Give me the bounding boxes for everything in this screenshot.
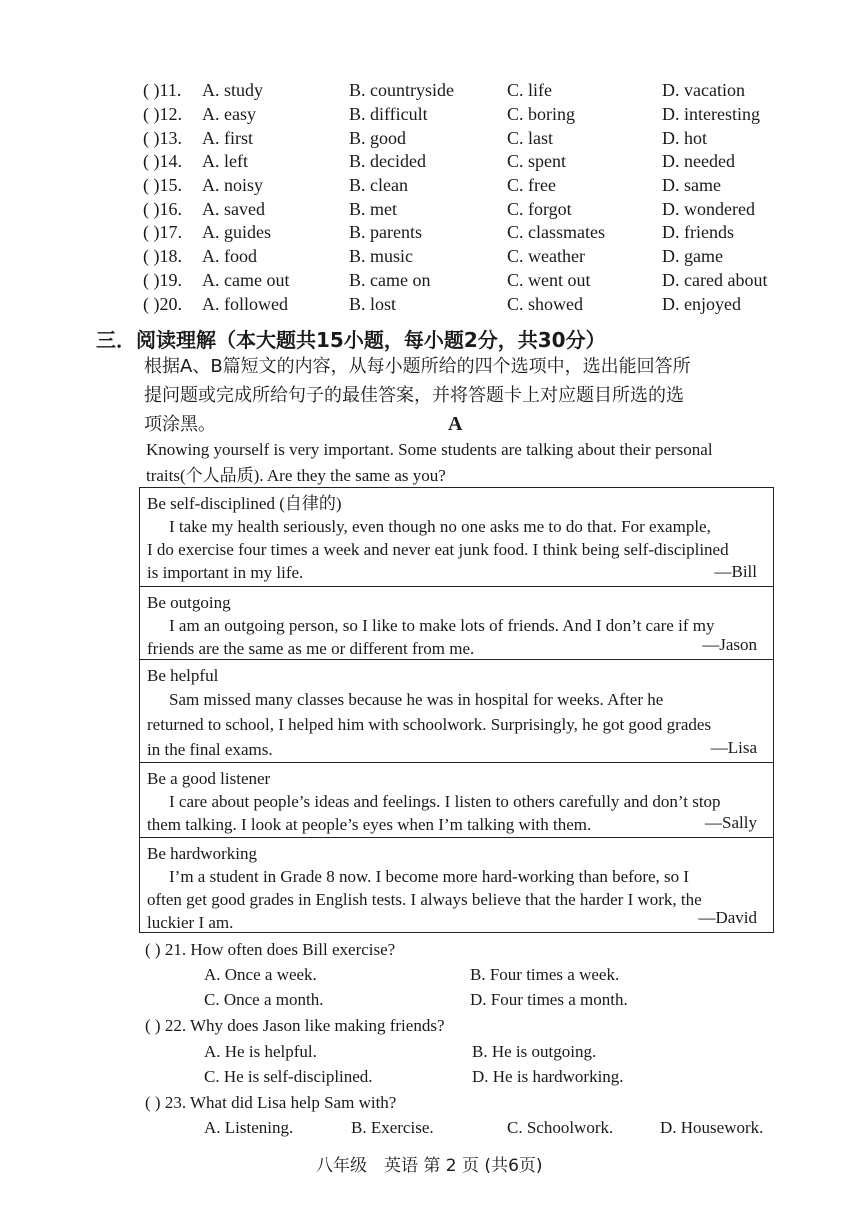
trait-line: I’m a student in Grade 8 now. I become more hard-working than before, so I — [169, 867, 690, 886]
trait-line: is important in my life. — [147, 563, 304, 582]
option-d: D. cared about — [662, 270, 768, 290]
option-a: A. noisy — [202, 175, 264, 195]
trait-signature: —David — [698, 908, 757, 927]
trait-body — [140, 687, 773, 762]
cloze-row — [0, 222, 867, 246]
option-a: A. food — [202, 246, 257, 266]
option-d: D. Four times a month. — [470, 990, 628, 1009]
trait-heading: Be outgoing — [147, 593, 231, 612]
instruction-line: 提问题或完成所给句子的最佳答案，并将答题卡上对应题目所选的选 — [144, 385, 684, 406]
trait-line: I take my health seriously, even though no one asks me to do that. For example, — [169, 517, 711, 536]
trait-signature: —Sally — [705, 813, 757, 832]
trait-heading: Be helpful — [147, 666, 219, 685]
trait-heading: Be self-disciplined (自律的) — [147, 494, 342, 513]
option-a: A. saved — [202, 199, 265, 219]
question-number: ( )17. — [143, 222, 182, 242]
question-number: ( )11. — [143, 80, 182, 100]
option-d: D. game — [662, 246, 723, 266]
question-number: ( )19. — [143, 270, 182, 290]
option-d: D. hot — [662, 128, 707, 148]
trait-signature: —Jason — [702, 635, 757, 654]
question-stem: ( ) 22. Why does Jason like making friends? — [145, 1016, 445, 1035]
option-b: B. Exercise. — [351, 1118, 434, 1137]
trait-heading: Be hardworking — [147, 844, 258, 863]
option-c: C. Once a month. — [204, 990, 324, 1009]
option-c: C. free — [507, 175, 556, 195]
trait-body — [140, 790, 773, 836]
cloze-row — [0, 128, 867, 152]
option-d: D. same — [662, 175, 721, 195]
trait-body — [140, 515, 773, 584]
option-d: D. vacation — [662, 80, 745, 100]
option-b: B. clean — [349, 175, 408, 195]
question-number: ( )12. — [143, 104, 182, 124]
option-b: B. came on — [349, 270, 431, 290]
option-b: B. met — [349, 199, 397, 219]
cloze-row — [0, 246, 867, 270]
trait-signature: —Lisa — [710, 738, 757, 757]
option-a: A. study — [202, 80, 264, 100]
intro-line: Knowing yourself is very important. Some students are talking about their personal — [146, 440, 713, 459]
cloze-row — [0, 80, 867, 104]
trait-cell — [140, 762, 773, 837]
cloze-row — [0, 199, 867, 223]
question-number: ( )14. — [143, 151, 182, 171]
trait-line: I do exercise four times a week and never eat junk food. I think being self-disciplined — [147, 540, 729, 559]
trait-line: I care about people’s ideas and feelings. I listen to others carefully and don’t stop — [169, 792, 721, 811]
option-d: D. Housework. — [660, 1118, 764, 1137]
trait-line: in the final exams. — [147, 740, 273, 759]
option-c: C. boring — [507, 104, 576, 124]
trait-line: returned to school, I helped him with schoolwork. Surprisingly, he got good grades — [147, 715, 712, 734]
option-a: A. He is helpful. — [204, 1042, 317, 1061]
cloze-row — [0, 151, 867, 175]
option-b: B. countryside — [349, 80, 454, 100]
instruction-line: 根据A、B篇短文的内容，从每小题所给的四个选项中，选出能回答所 — [144, 356, 691, 377]
question-number: ( )20. — [143, 294, 182, 314]
question-number: ( )13. — [143, 128, 182, 148]
trait-cell — [140, 659, 773, 762]
option-c: C. He is self-disciplined. — [204, 1067, 373, 1086]
question-number: ( )16. — [143, 199, 182, 219]
intro-line: traits(个人品质). Are they the same as you? — [146, 466, 446, 485]
option-d: D. friends — [662, 222, 734, 242]
option-c: C. Schoolwork. — [507, 1118, 614, 1137]
trait-body — [140, 865, 773, 934]
trait-heading: Be a good listener — [147, 769, 271, 788]
passage-letter: A — [448, 413, 463, 435]
option-a: A. Once a week. — [204, 965, 317, 984]
option-b: B. music — [349, 246, 414, 266]
trait-cell — [140, 837, 773, 932]
option-b: B. He is outgoing. — [472, 1042, 597, 1061]
option-c: C. spent — [507, 151, 567, 171]
option-d: D. interesting — [662, 104, 760, 124]
option-c: C. classmates — [507, 222, 605, 242]
option-a: A. followed — [202, 294, 288, 314]
option-d: D. enjoyed — [662, 294, 741, 314]
section-title: 三．阅读理解（本大题共15小题，每小题2分，共30分） — [96, 328, 606, 352]
option-d: D. needed — [662, 151, 735, 171]
option-a: A. easy — [202, 104, 256, 124]
option-b: B. good — [349, 128, 407, 148]
question-number: ( )18. — [143, 246, 182, 266]
option-d: D. He is hardworking. — [472, 1067, 624, 1086]
option-c: C. went out — [507, 270, 591, 290]
option-b: B. parents — [349, 222, 422, 242]
question-number: ( )15. — [143, 175, 182, 195]
option-c: C. life — [507, 80, 552, 100]
trait-line: I am an outgoing person, so I like to make lots of friends. And I don’t care if my — [169, 616, 715, 635]
option-b: B. lost — [349, 294, 397, 314]
cloze-row — [0, 294, 867, 318]
option-a: A. guides — [202, 222, 271, 242]
cloze-row — [0, 175, 867, 199]
option-a: A. came out — [202, 270, 290, 290]
option-d: D. wondered — [662, 199, 755, 219]
instruction-line: 项涂黑。 — [144, 414, 216, 435]
option-b: B. Four times a week. — [470, 965, 620, 984]
option-c: C. forgot — [507, 199, 572, 219]
cloze-row — [0, 104, 867, 128]
option-b: B. decided — [349, 151, 426, 171]
trait-line: them talking. I look at people’s eyes when I’m talking with them. — [147, 815, 592, 834]
page-footer: 八年级 英语 第 2 页 (共6页) — [316, 1156, 543, 1176]
trait-line: luckier I am. — [147, 913, 234, 932]
trait-cell — [140, 586, 773, 659]
option-c: C. showed — [507, 294, 583, 314]
option-c: C. last — [507, 128, 554, 148]
question-stem: ( ) 21. How often does Bill exercise? — [145, 940, 396, 959]
question-stem: ( ) 23. What did Lisa help Sam with? — [145, 1093, 397, 1112]
trait-line: often get good grades in English tests. I always believe that the harder I work, the — [147, 890, 702, 909]
traits-table — [139, 487, 774, 933]
trait-cell — [140, 488, 773, 586]
trait-signature: —Bill — [714, 562, 757, 581]
trait-line: Sam missed many classes because he was in hospital for weeks. After he — [169, 690, 664, 709]
option-a: A. first — [202, 128, 253, 148]
option-a: A. Listening. — [204, 1118, 294, 1137]
trait-body — [140, 614, 773, 660]
option-b: B. difficult — [349, 104, 428, 124]
cloze-row — [0, 270, 867, 294]
trait-line: friends are the same as me or different from me. — [147, 639, 475, 658]
option-c: C. weather — [507, 246, 585, 266]
option-a: A. left — [202, 151, 248, 171]
